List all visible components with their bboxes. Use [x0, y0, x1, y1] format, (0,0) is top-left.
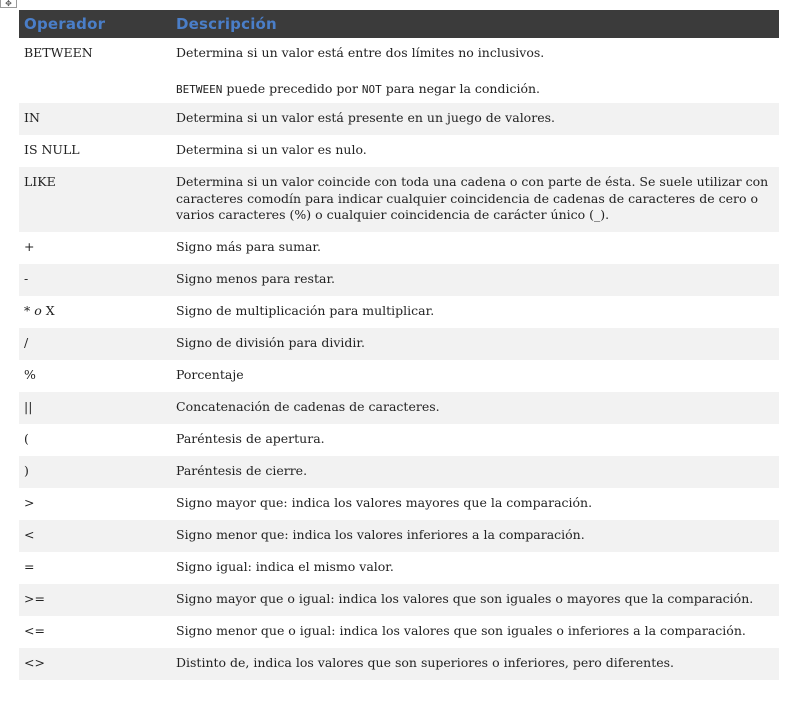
operator-cell: + — [24, 239, 35, 254]
description-cell: Signo mayor que o igual: indica los valores que son iguales o mayores que la comparación. — [176, 591, 754, 606]
description-cell: Signo igual: indica el mismo valor. — [176, 559, 394, 574]
description-cell: Concatenación de cadenas de caracteres. — [176, 399, 440, 414]
table-row — [19, 103, 779, 135]
operator-cell: - — [24, 271, 29, 286]
table-row — [19, 328, 779, 360]
description-cell — [170, 38, 779, 98]
operator-cell: % — [24, 367, 36, 382]
table-row — [19, 584, 779, 616]
operator-cell: IN — [24, 110, 40, 125]
table-header — [19, 10, 779, 38]
operator-cell: ) — [24, 463, 29, 478]
table-row — [19, 552, 779, 584]
description-cell: Signo de división para dividir. — [176, 335, 365, 350]
table-row — [19, 232, 779, 264]
description-cell: Signo de multiplicación para multiplicar. — [176, 303, 435, 318]
description-cell: Signo menos para restar. — [176, 271, 336, 286]
operator-cell: || — [24, 399, 33, 414]
description-cell: Signo menor que: indica los valores inferiores a la comparación. — [176, 527, 585, 542]
operator-part: X — [41, 303, 55, 318]
description-cell: Paréntesis de cierre. — [176, 463, 308, 478]
keyword-not: NOT — [361, 82, 382, 96]
description-note — [176, 81, 769, 99]
table-move-handle-icon[interactable]: ✥ — [0, 0, 17, 8]
description-cell: Porcentaje — [176, 367, 244, 382]
operators-table — [19, 10, 779, 680]
description-text: Determina si un valor está entre dos límites no inclusivos. — [176, 45, 545, 60]
operator-part: * — [24, 303, 35, 318]
table-row — [19, 392, 779, 424]
description-cell: Signo más para sumar. — [176, 239, 322, 254]
description-cell: Determina si un valor coincide con toda una cadena o con parte de ésta. Se suele utilizar con caracteres comodín para indicar cualquier coincidencia de cadenas de caracteres de cero o varios caracteres (%) o cualquier coincidencia de carácter único (_). — [176, 174, 769, 222]
table-row — [19, 296, 779, 328]
header-operator: Operador — [24, 15, 106, 33]
table-row — [19, 264, 779, 296]
description-cell: Determina si un valor está presente en un juego de valores. — [176, 110, 555, 125]
table-row — [19, 520, 779, 552]
table-row — [19, 616, 779, 648]
operator-cell: <> — [24, 655, 45, 670]
description-cell: Signo menor que o igual: indica los valores que son iguales o inferiores a la comparación. — [176, 623, 746, 638]
table-row — [19, 488, 779, 520]
note-text: puede precedido por — [222, 80, 362, 96]
description-cell: Signo mayor que: indica los valores mayores que la comparación. — [176, 495, 593, 510]
description-cell: Determina si un valor es nulo. — [176, 142, 367, 157]
operator-cell: / — [24, 335, 29, 350]
operator-part: o — [34, 303, 42, 318]
header-description: Descripción — [176, 15, 277, 33]
description-cell: Paréntesis de apertura. — [176, 431, 325, 446]
table-row — [19, 167, 779, 232]
operator-cell: IS NULL — [24, 142, 80, 157]
table-row — [19, 360, 779, 392]
operator-cell: > — [24, 495, 35, 510]
operator-cell: BETWEEN — [24, 45, 93, 60]
operator-cell: LIKE — [24, 174, 56, 189]
operator-cell: >= — [24, 591, 45, 606]
table-row — [19, 38, 779, 103]
description-cell: Distinto de, indica los valores que son superiores o inferiores, pero diferentes. — [176, 655, 675, 670]
operator-cell: ( — [24, 431, 29, 446]
operator-cell: < — [24, 527, 35, 542]
note-text: para negar la condición. — [381, 80, 541, 96]
table-row — [19, 135, 779, 167]
operator-cell: <= — [24, 623, 45, 638]
table-row — [19, 648, 779, 680]
operator-cell: = — [24, 559, 35, 574]
operator-cell — [19, 296, 170, 320]
table-row — [19, 424, 779, 456]
table-row — [19, 456, 779, 488]
keyword-between: BETWEEN — [176, 82, 223, 96]
